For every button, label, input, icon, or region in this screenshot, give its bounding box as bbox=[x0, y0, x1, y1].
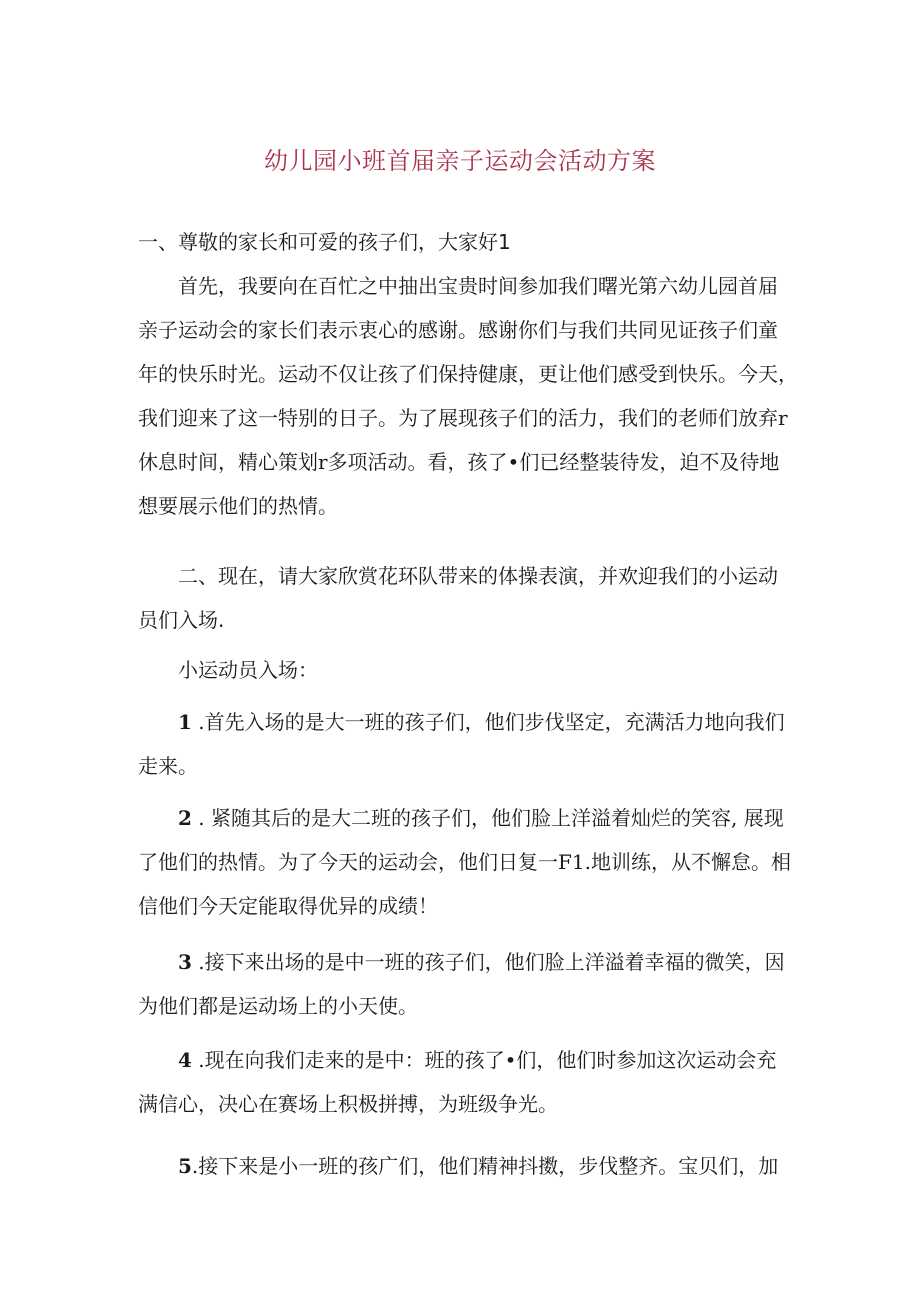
section-2-heading-line: 员们入场. bbox=[138, 608, 225, 632]
item-number: 1 bbox=[178, 710, 192, 734]
item-text: .接下来是小一班的孩广们，他们精神抖擞，步伐整齐。宝贝们，加 bbox=[191, 1154, 779, 1178]
item-number: 5 bbox=[178, 1154, 192, 1178]
section-1-heading: 一、尊敬的家长和可爱的孩子们，大家好1 bbox=[138, 230, 511, 254]
section-2-heading bbox=[138, 554, 788, 642]
list-item-line bbox=[138, 1144, 786, 1188]
item-number: 2 bbox=[178, 806, 192, 830]
list-item-line: 为他们都是运动场上的小天使。 bbox=[138, 994, 418, 1018]
list-item-1 bbox=[138, 700, 786, 788]
list-item-4 bbox=[138, 1038, 786, 1126]
list-item-2 bbox=[138, 796, 791, 928]
intro-line: 年的快乐时光。运动不仅让孩了们保持健康，更让他们感受到快乐。今天， bbox=[138, 362, 798, 386]
intro-line: 亲子运动会的家长们表示衷心的感谢。感谢你们与我们共同见证孩子们童 bbox=[138, 318, 778, 342]
list-item-line bbox=[138, 1038, 786, 1082]
section-2-heading-line: 二、现在，请大家欣赏花环队带来的体操表演，并欢迎我们的小运动 bbox=[178, 564, 778, 588]
list-item-line: 了他们的热情。为了今天的运动会，他们日复一F1.地训练，从不懈怠。相 bbox=[138, 850, 791, 874]
entrance-label-text: 小运动员入场： bbox=[178, 658, 318, 682]
document-title: 幼儿园小班首届亲子运动会活动方案 bbox=[264, 147, 656, 175]
list-item-line bbox=[138, 940, 786, 984]
item-text: .现在向我们走来的是中：班的孩了•们，他们时参加这次运动会充 bbox=[191, 1048, 777, 1072]
list-item-line bbox=[138, 796, 786, 840]
intro-line: 休息时间，精心策划r多项活动。看，孩了•们已经整装待发，迫不及待地 bbox=[138, 450, 780, 474]
item-text: .接下来出场的是中一班的孩子们，他们脸上洋溢着幸福的微笑，因 bbox=[191, 950, 785, 974]
item-number: 3 bbox=[178, 950, 192, 974]
intro-line: 首先，我要向在百忙之中抽出宝贵时间参加我们曙光第六幼儿园首届 bbox=[178, 274, 778, 298]
list-item-line: 满信心，决心在赛场上积极拼搏，为班级争光。 bbox=[138, 1092, 558, 1116]
item-number: 4 bbox=[178, 1048, 192, 1072]
item-text: .首先入场的是大一班的孩子们，他们步伐坚定，充满活力地向我们 bbox=[191, 710, 785, 734]
item-text: . 紧随其后的是大二班的孩子们，他们脸上洋溢着灿烂的笑容, 展现 bbox=[191, 806, 784, 830]
list-item-3 bbox=[138, 940, 786, 1028]
entrance-label bbox=[138, 648, 786, 692]
list-item-5 bbox=[138, 1144, 786, 1188]
intro-line: 我们迎来了这一特别的日子。为了展现孩子们的活力，我们的老师们放弃r bbox=[138, 406, 788, 430]
list-item-line bbox=[138, 700, 786, 744]
intro-line: 想要展示他们的热情。 bbox=[138, 494, 338, 518]
list-item-line: 走来。 bbox=[138, 754, 198, 778]
list-item-line: 信他们今天定能取得优异的成绩！ bbox=[138, 894, 438, 918]
intro-paragraph bbox=[138, 264, 798, 528]
